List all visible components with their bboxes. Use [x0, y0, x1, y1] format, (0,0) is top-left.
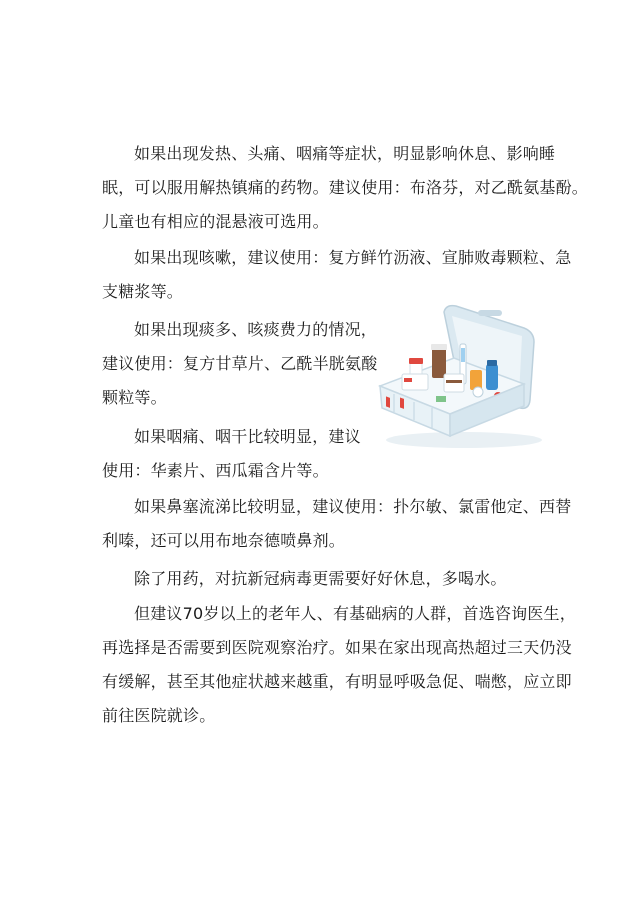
paragraph-line: 如果出现痰多、咳痰费力的情况， — [134, 320, 378, 339]
paragraph-line: 如果出现咳嗽，建议使用：复方鲜竹沥液、宣肺败毒颗粒、急 — [134, 248, 572, 267]
paragraph-line: 支糖浆等。 — [102, 282, 184, 301]
paragraph-line: 使用：华素片、西瓜霜含片等。 — [102, 461, 329, 480]
paragraph-phlegm — [102, 313, 377, 415]
paragraph-line: 前往医院就诊。 — [102, 706, 216, 725]
paragraph-line: 如果咽痛、咽干比较明显，建议 — [134, 427, 361, 446]
paragraph-line: 再选择是否需要到医院观察治疗。如果在家出现高热超过三天仍没 — [102, 638, 572, 657]
paragraph-line: 儿童也有相应的混悬液可选用。 — [102, 212, 329, 231]
medicine-box-illustration — [374, 300, 544, 450]
paragraph-line: 有缓解，甚至其他症状越来越重，有明显呼吸急促、喘憋，应立即 — [102, 672, 572, 691]
paragraph-cough — [102, 241, 571, 309]
paragraph-elderly — [102, 597, 576, 733]
paragraph-line: 如果鼻塞流涕比较明显，建议使用：扑尔敏、氯雷他定、西替 — [134, 497, 572, 516]
paragraph-line: 颗粒等。 — [102, 388, 167, 407]
paragraph-nose — [102, 490, 571, 558]
paragraph-rest — [102, 562, 507, 596]
paragraph-throat — [102, 420, 361, 488]
paragraph-line: 但建议70岁以上的老年人、有基础病的人群，首选咨询医生， — [134, 604, 576, 623]
paragraph-line: 利嗪，还可以用布地奈德喷鼻剂。 — [102, 531, 346, 550]
paragraph-fever — [102, 137, 588, 239]
medicine-box-icon — [374, 300, 544, 450]
paragraph-line: 建议使用：复方甘草片、乙酰半胱氨酸 — [102, 354, 378, 373]
paragraph-line: 除了用药，对抗新冠病毒更需要好好休息，多喝水。 — [134, 569, 507, 588]
paragraph-line: 如果出现发热、头痛、咽痛等症状，明显影响休息、影响睡 — [134, 144, 556, 163]
paragraph-line: 眠，可以服用解热镇痛的药物。建议使用：布洛芬，对乙酰氨基酚。 — [102, 178, 589, 197]
